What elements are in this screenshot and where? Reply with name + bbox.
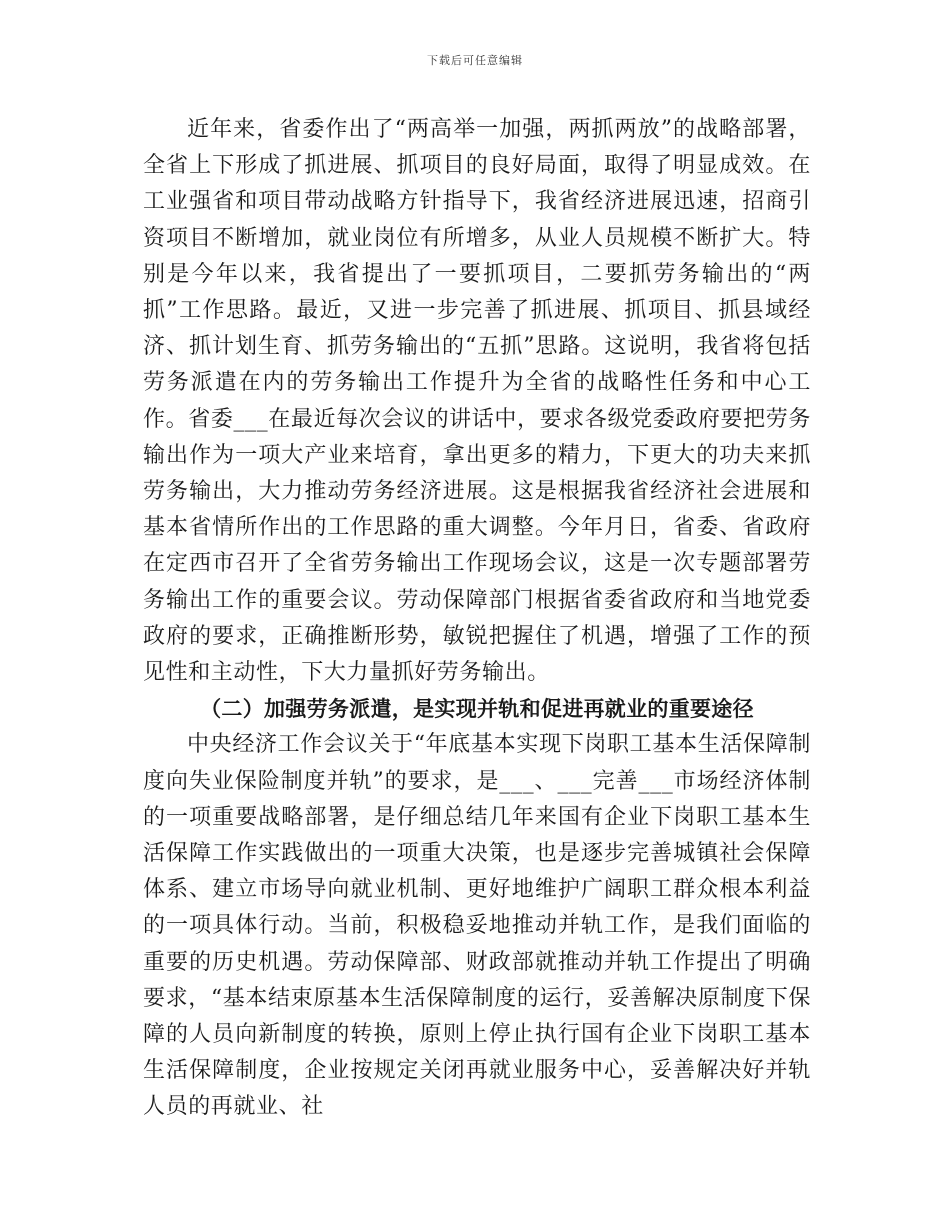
body-paragraph-2: 中央经济工作会议关于“年底基本实现下岗职工基本生活保障制度向失业保险制度并轨”的要求，是___、___完善___市场经济体制的一项重要战略部署，是仔细总结几年来国有企业下岗职工基本生活保障工作实践做出的一项重大决策，也是逐步完善城镇社会保障体系、建立市场导向就业机制、更好地维护广阔职工群众根本利益的一项具体行动。当前，积极稳妥地推动并轨工作，是我们面临的重要的历史机遇。劳动保障部、财政部就推动并轨工作提出了明确要求，“基本结束原基本生活保障制度的运行，妥善解决原制度下保障的人员向新制度的转换，原则上停止执行国有企业下岗职工基本生活保障制度，企业按规定关闭再就业服务中心，妥善解决好并轨人员的再就业、社 bbox=[143, 732, 811, 1120]
section-heading: （二）加强劳务派遣，是实现并轨和促进再就业的重要途径 bbox=[200, 696, 754, 722]
document-body bbox=[143, 112, 811, 1126]
page-header-note: 下载后可任意编辑 bbox=[427, 54, 523, 67]
body-paragraph-1: 近年来，省委作出了“两高举一加强，两抓两放”的战略部署，全省上下形成了抓进展、抓项目的良好局面，取得了明显成效。在工业强省和项目带动战略方针指导下，我省经济进展迅速，招商引资项目不断增加，就业岗位有所增多，从业人员规模不断扩大。特别是今年以来，我省提出了一要抓项目，二要抓劳务输出的“两抓”工作思路。最近，又进一步完善了抓进展、抓项目、抓县域经济、抓计划生育、抓劳务输出的“五抓”思路。这说明，我省将包括劳务派遣在内的劳务输出工作提升为全省的战略性任务和中心工作。省委___在最近每次会议的讲话中，要求各级党委政府要把劳务输出作为一项大产业来培育，拿出更多的精力，下更大的功夫来抓劳务输出，大力推动劳务经济进展。这是根据我省经济社会进展和基本省情所作出的工作思路的重大调整。今年月日，省委、省政府在定西市召开了全省劳务输出工作现场会议，这是一次专题部署劳务输出工作的重要会议。劳动保障部门根据省委省政府和当地党委政府的要求，正确推断形势，敏锐把握住了机遇，增强了工作的预见性和主动性，下大力量抓好劳务输出。 bbox=[143, 117, 811, 686]
